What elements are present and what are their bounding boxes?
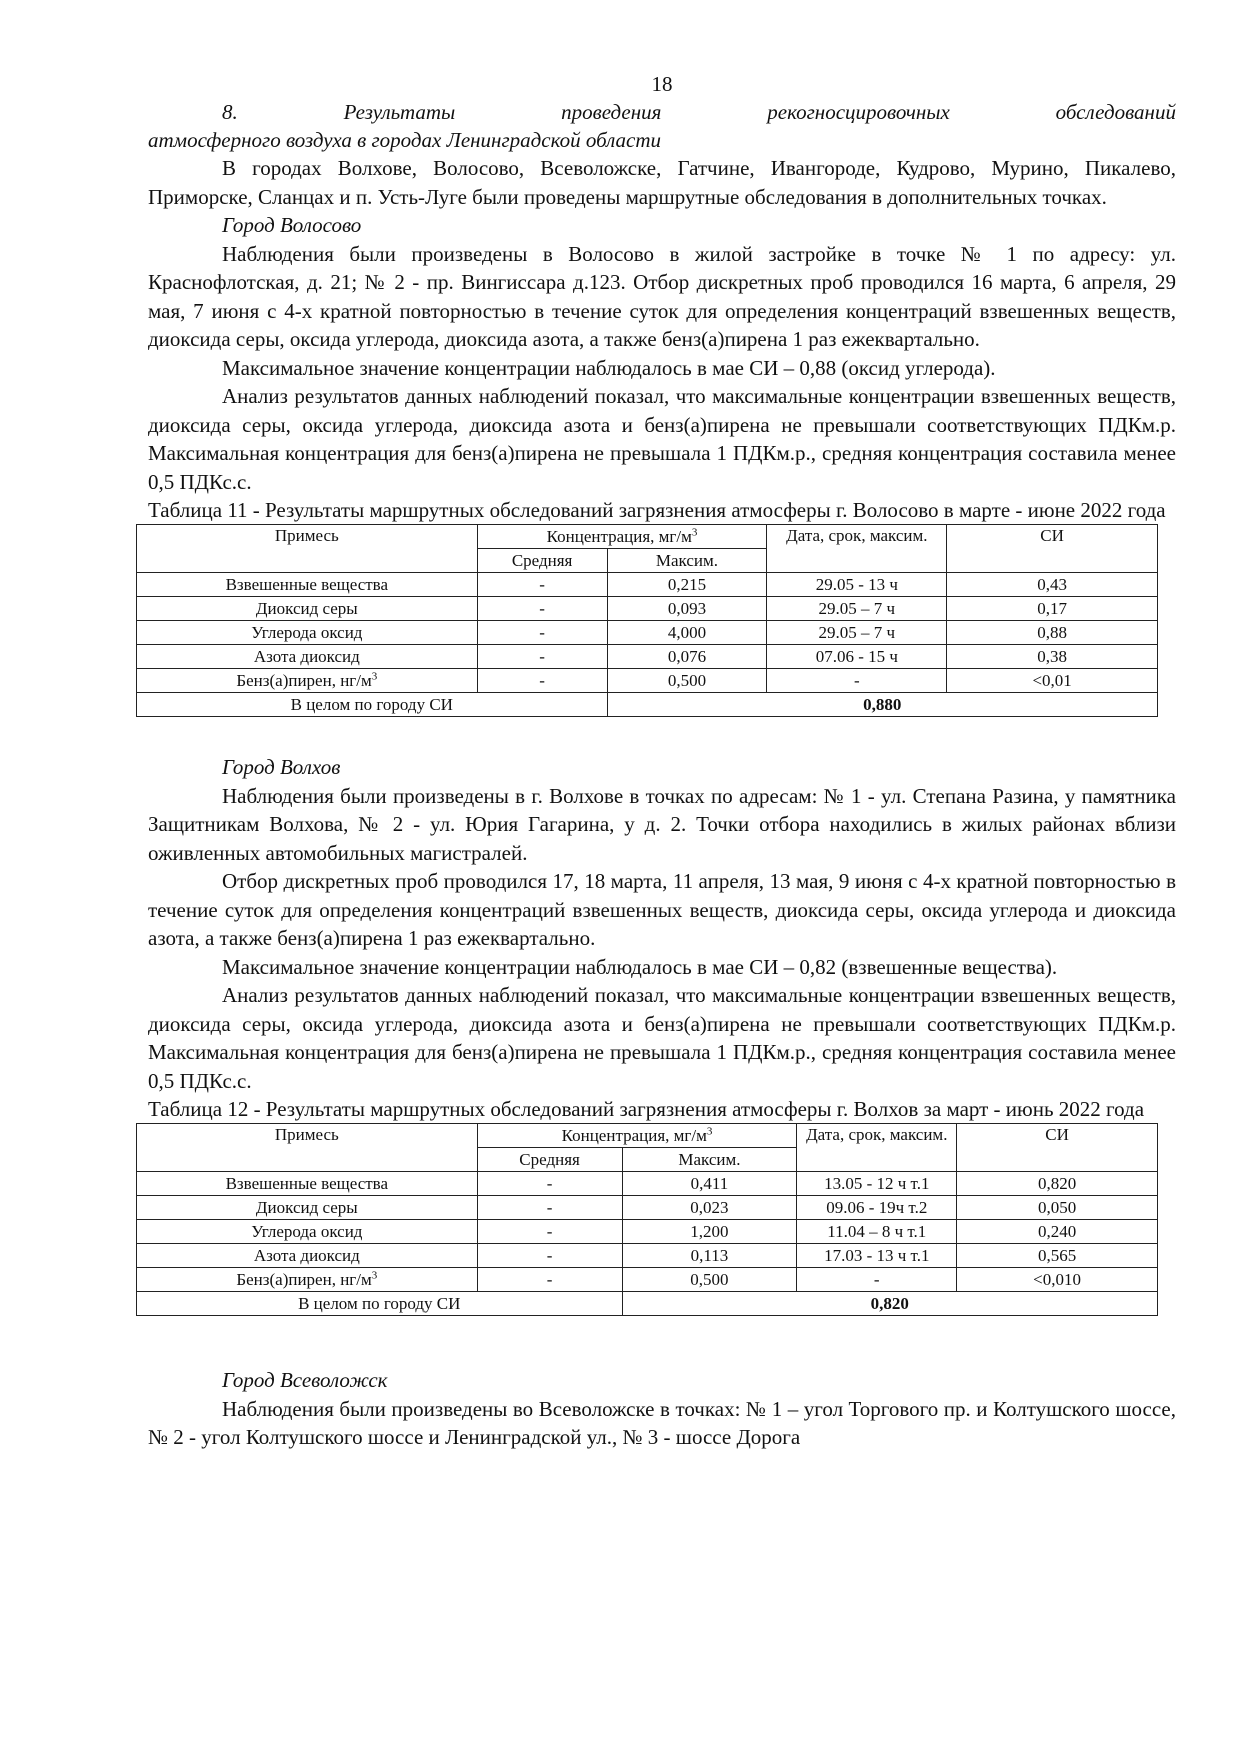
section-word: обследований (1055, 100, 1176, 124)
city-heading-volkhov: Город Волхов (222, 755, 341, 779)
city-heading-vsevolozhsk: Город Всеволожск (222, 1368, 388, 1392)
paragraph: Анализ результатов данных наблюдений показал, что максимальные концентрации взвешенных веществ, диоксида серы, оксида углерода, диоксида азота и бенз(а)пирена не превышали соответствующих ПДКм.р. Максимальная концентрация для бенз(а)пирена не превышала 1 ПДКм.р., средняя концентрация составила менее 0,5 ПДКс.с. (148, 983, 1176, 1093)
section-number: 8. (222, 100, 238, 124)
table-row: Углерода оксид - 1,200 11.04 – 8 ч т.1 0,240 (137, 1220, 1158, 1244)
paragraph: Максимальное значение концентрации наблюдалось в мае СИ – 0,82 (взвешенные вещества). (222, 954, 1058, 979)
header-max: Максим. (607, 549, 767, 573)
table-row: Взвешенные вещества - 0,411 13.05 - 12 ч т.1 0,820 (137, 1172, 1158, 1196)
section-heading (148, 98, 1176, 154)
table-caption: Таблица 12 - Результаты маршрутных обследований загрязнения атмосферы г. Волхов за март - июнь 2022 года (148, 1097, 1145, 1121)
section-heading-line2: атмосферного воздуха в городах Ленинградской области (148, 128, 662, 152)
header-average: Средняя (477, 549, 607, 573)
header-date: Дата, срок, максим. (767, 525, 947, 573)
page-number: 18 (651, 72, 673, 96)
table-row: Диоксид серы - 0,023 09.06 - 19ч т.2 0,050 (137, 1196, 1158, 1220)
table-row: Взвешенные вещества - 0,215 29.05 - 13 ч 0,43 (137, 573, 1158, 597)
results-table-volosovo (136, 524, 1158, 717)
header-concentration: Концентрация, $мг/м^3$ (477, 525, 767, 549)
section-word: проведения (561, 100, 662, 124)
paragraph: Наблюдения были произведены в Волосово в жилой застройке в точке № 1 по адресу: ул. Краснофлотская, д. 21; № 2 - пр. Вингиссара д.123. Отбор дискретных проб проводился 16 марта, 6 апреля, 29 мая, 7 июня с 4-х кратной повторностью в течение суток для определения концентраций взвешенных веществ, диоксида серы, оксида углерода, диоксида азота, а также бенз(а)пирена 1 раз ежеквартально. (148, 241, 1176, 351)
paragraph: Наблюдения были произведены во Всеволожске в точках: № 1 – угол Торгового пр. и Колтушского шоссе, № 2 - угол Колтушского шоссе и Ленинградской ул., № 3 - шоссе Дорога (148, 1396, 1176, 1449)
section-word: рекогносцировочных (767, 100, 950, 124)
document-page (148, 70, 1176, 1452)
header-si: СИ (957, 1124, 1158, 1172)
table-row: Диоксид серы - 0,093 29.05 – 7 ч 0,17 (137, 597, 1158, 621)
header-max: Максим. (622, 1148, 797, 1172)
table-caption: Таблица 11 - Результаты маршрутных обследований загрязнения атмосферы г. Волосово в марте - июне 2022 года (148, 498, 1166, 522)
table-row: Бенз(а)пирен, $нг/м^3$ - 0,500 - <0,010 (137, 1268, 1158, 1292)
header-date: Дата, срок, максим. (797, 1124, 957, 1172)
header-concentration: Концентрация, $мг/м^3$ (477, 1124, 797, 1148)
header-pollutant: Примесь (137, 525, 478, 573)
header-si: СИ (947, 525, 1158, 573)
table-row: Углерода оксид - 4,000 29.05 – 7 ч 0,88 (137, 621, 1158, 645)
table-total-row: В целом по городу СИ 0,880 (137, 693, 1158, 717)
table-row: Азота диоксид - 0,076 07.06 - 15 ч 0,38 (137, 645, 1158, 669)
paragraph: Максимальное значение концентрации наблюдалось в мае СИ – 0,88 (оксид углерода). (222, 355, 996, 380)
header-average: Средняя (477, 1148, 622, 1172)
paragraph: Наблюдения были произведены в г. Волхове в точках по адресам: № 1 - ул. Степана Разина, у памятника Защитникам Волхова, № 2 - ул. Юрия Гагарина, у д. 2. Точки отбора находились в жилых районах вблизи оживленных автомобильных магистралей. (148, 783, 1176, 865)
city-heading-volosovo: Город Волосово (222, 213, 362, 237)
table-row: Азота диоксид - 0,113 17.03 - 13 ч т.1 0,565 (137, 1244, 1158, 1268)
intro-paragraph: В городах Волхове, Волосово, Всеволожске, Гатчине, Ивангороде, Кудрово, Мурино, Пикалево, Приморске, Сланцах и п. Усть-Луге были проведены маршрутные обследования в дополнительных точках. (148, 156, 1176, 209)
table-total-row: В целом по городу СИ 0,820 (137, 1292, 1158, 1316)
paragraph: Отбор дискретных проб проводился 17, 18 марта, 11 апреля, 13 мая, 9 июня с 4-х кратной повторностью в течение суток для определения концентраций взвешенных веществ, диоксида серы, оксида углерода и диоксида азота, а также бенз(а)пирена 1 раз ежеквартально. (148, 869, 1176, 950)
section-word: Результаты (343, 100, 456, 124)
header-pollutant: Примесь (137, 1124, 478, 1172)
paragraph: Анализ результатов данных наблюдений показал, что максимальные концентрации взвешенных веществ, диоксида серы, оксида углерода, диоксида азота и бенз(а)пирена не превышали соответствующих ПДКм.р. Максимальная концентрация для бенз(а)пирена не превышала 1 ПДКм.р., средняя концентрация составила менее 0,5 ПДКс.с. (148, 384, 1176, 494)
table-row: Бенз(а)пирен, $нг/м^3$ - 0,500 - <0,01 (137, 669, 1158, 693)
results-table-volkhov (136, 1123, 1158, 1316)
